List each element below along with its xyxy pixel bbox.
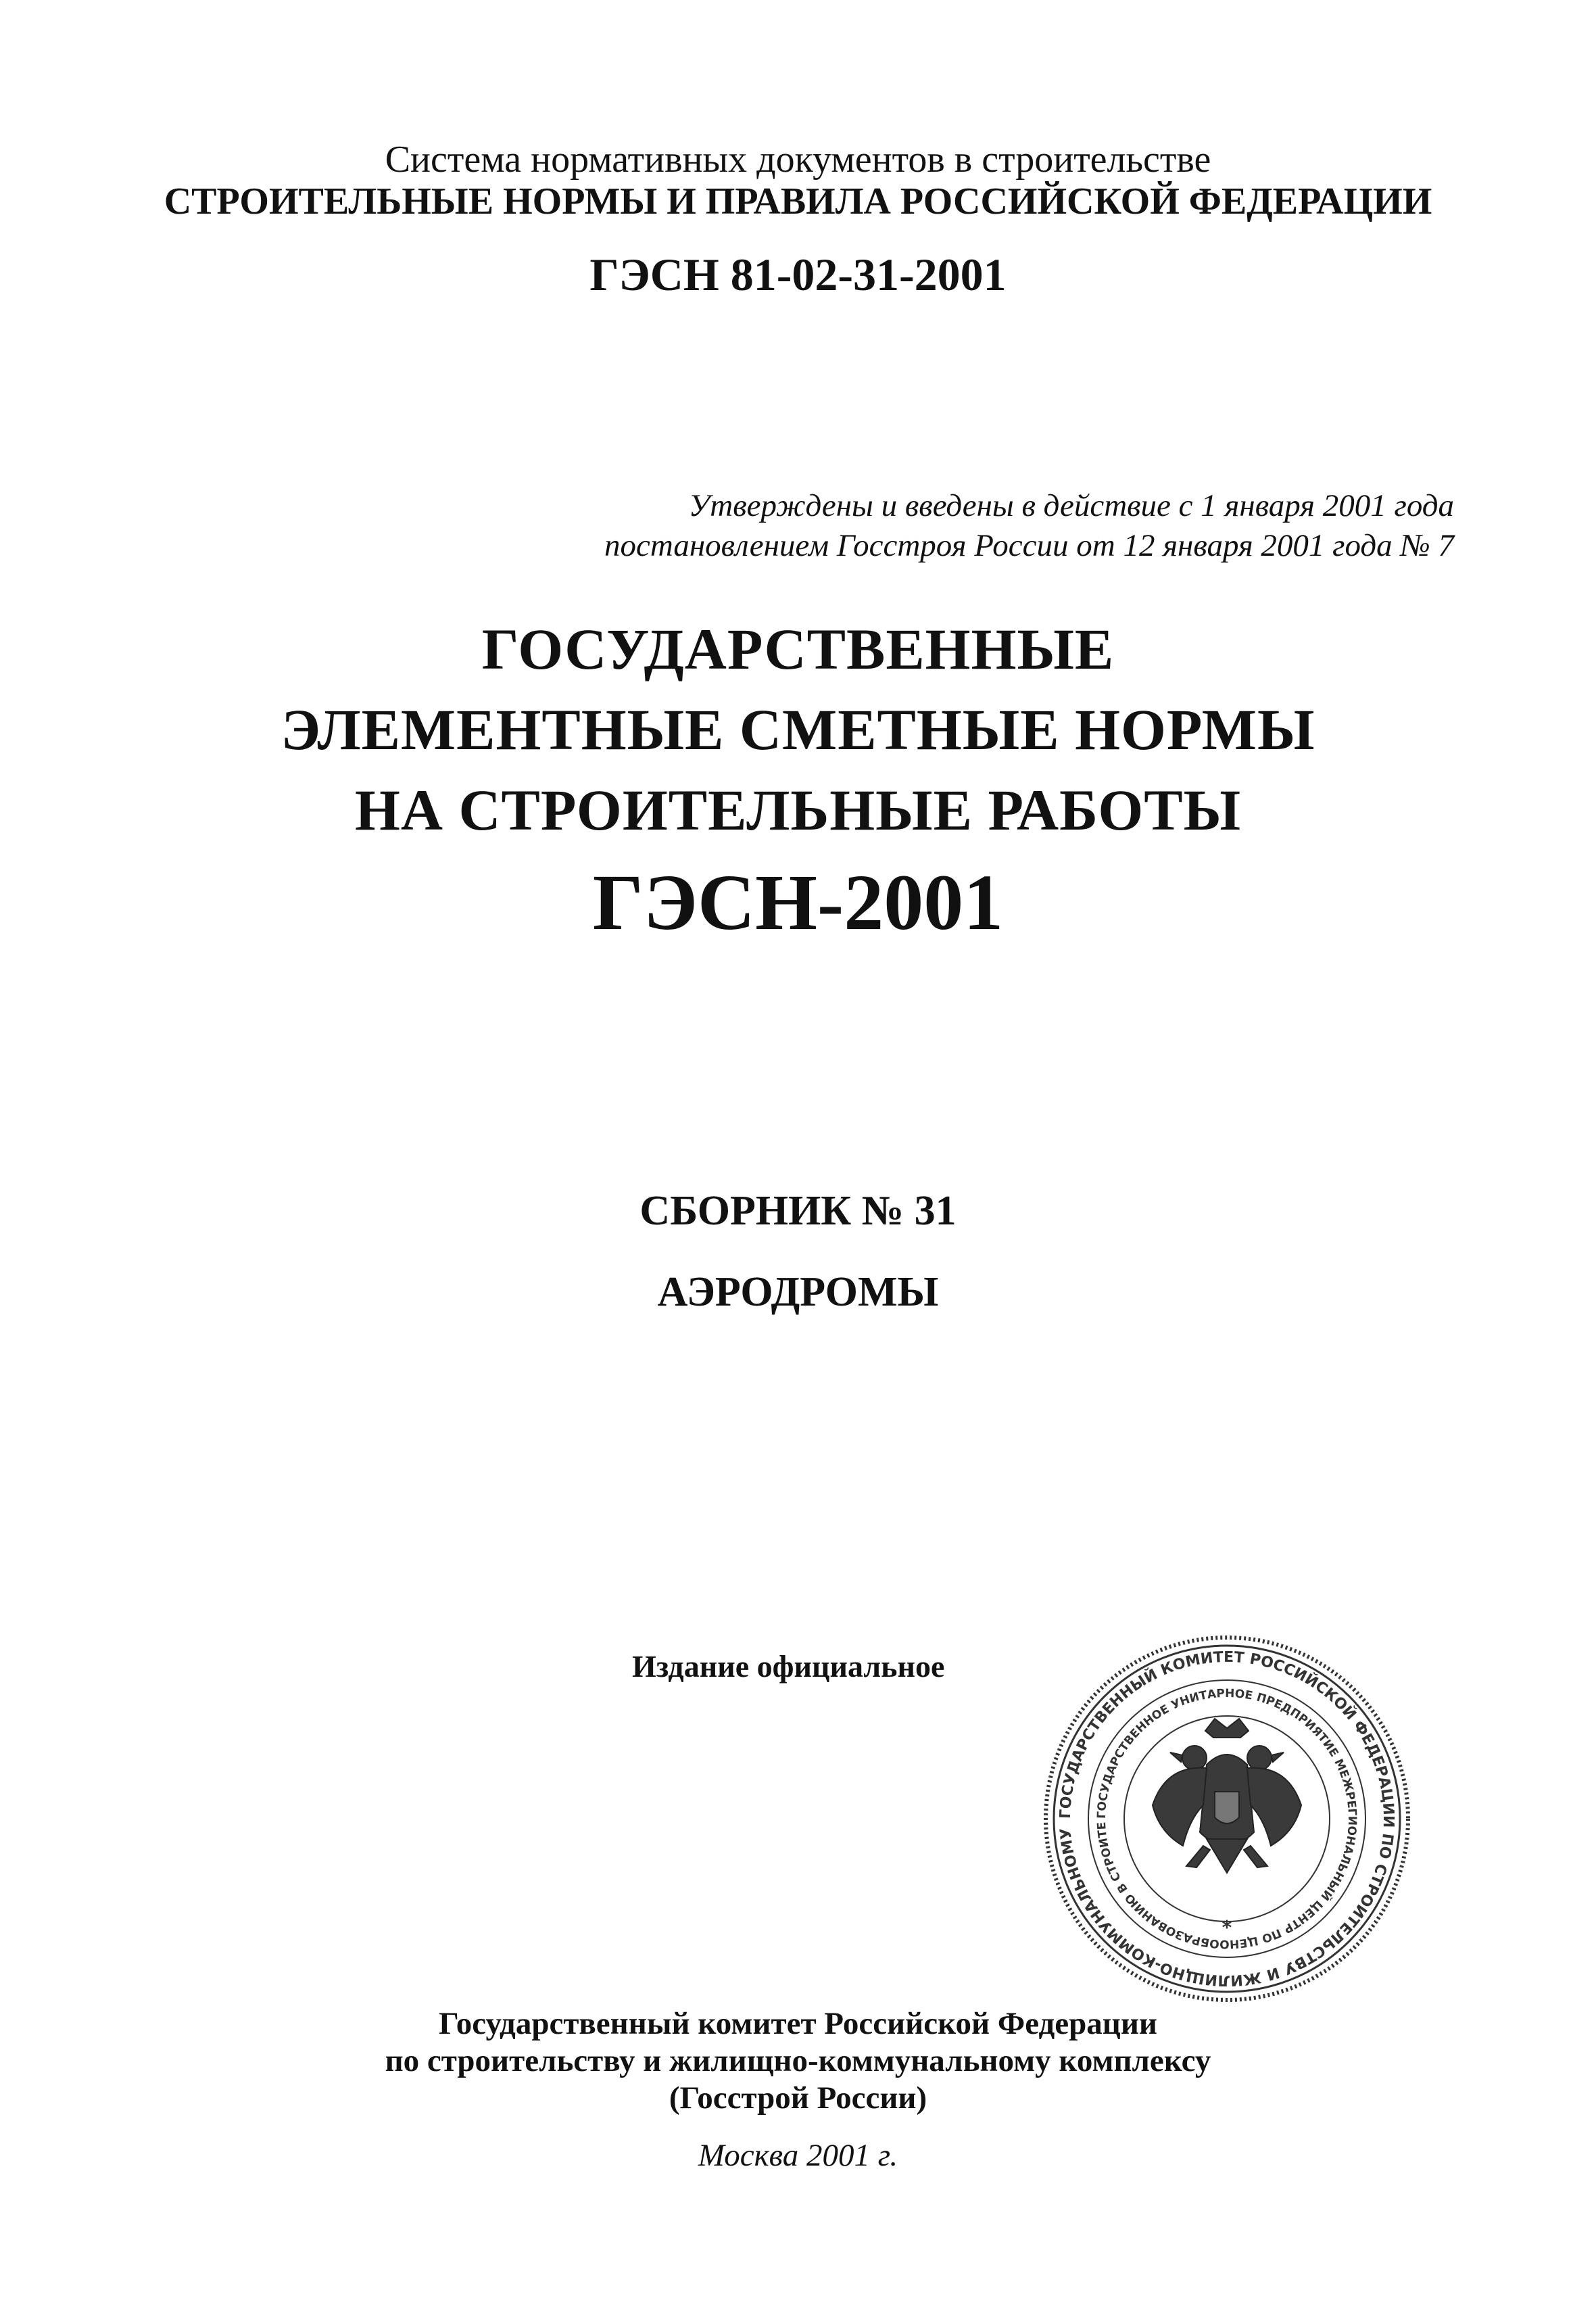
snip-title: СТРОИТЕЛЬНЫЕ НОРМЫ И ПРАВИЛА РОССИЙСКОЙ ФЕДЕРАЦИИ bbox=[164, 181, 1432, 222]
publisher-line-2: по строительству и жилищно-коммунальному комплексу bbox=[385, 2043, 1211, 2078]
system-title: Система нормативных документов в строительстве bbox=[385, 139, 1211, 181]
approval-line-1: Утверждены и введены в действие с 1 января 2001 года bbox=[688, 488, 1454, 523]
publisher-line-1: Государственный комитет Российской Федерации bbox=[439, 2006, 1157, 2041]
collection-number: СБОРНИК № 31 bbox=[639, 1188, 957, 1234]
official-seal-stamp bbox=[1038, 1629, 1416, 2008]
approval-line-2: постановлением Госстроя России от 12 января 2001 года № 7 bbox=[604, 528, 1454, 563]
collection-name: АЭРОДРОМЫ bbox=[657, 1269, 939, 1315]
seal-outer-text: ГОСУДАРСТВЕННЫЙ КОМИТЕТ РОССИЙСКОЙ ФЕДЕРАЦИИ ПО СТРОИТЕЛЬСТВУ И ЖИЛИЩНО-КОММУНАЛЬНОМУ bbox=[1057, 1648, 1397, 1989]
main-title-line-1: ГОСУДАРСТВЕННЫЕ bbox=[481, 617, 1115, 682]
main-title-line-2: ЭЛЕМЕНТНЫЕ СМЕТНЫЕ НОРМЫ bbox=[281, 697, 1315, 762]
seal-stamp-graphic bbox=[1038, 1629, 1416, 2008]
main-title-code: ГЭСН-2001 bbox=[592, 858, 1004, 947]
official-edition-label: Издание официальное bbox=[632, 1649, 945, 1684]
place-and-year: Москва 2001 г. bbox=[698, 2138, 898, 2173]
svg-text:*: * bbox=[1222, 1916, 1232, 1938]
coat-of-arms-emblem bbox=[1153, 1719, 1301, 1873]
main-title-line-3: НА СТРОИТЕЛЬНЫЕ РАБОТЫ bbox=[354, 778, 1242, 842]
document-code: ГЭСН 81-02-31-2001 bbox=[589, 249, 1007, 300]
publisher-line-3: (Госстрой России) bbox=[669, 2080, 927, 2116]
seal-inner-text: ГОСУДАРСТВЕННОЕ УНИТАРНОЕ ПРЕДПРИЯТИЕ МЕЖРЕГИОНАЛЬНЫЙ ЦЕНТР ПО ЦЕНООБРАЗОВАНИЮ В СТРОИТЕ bbox=[1094, 1686, 1359, 1951]
